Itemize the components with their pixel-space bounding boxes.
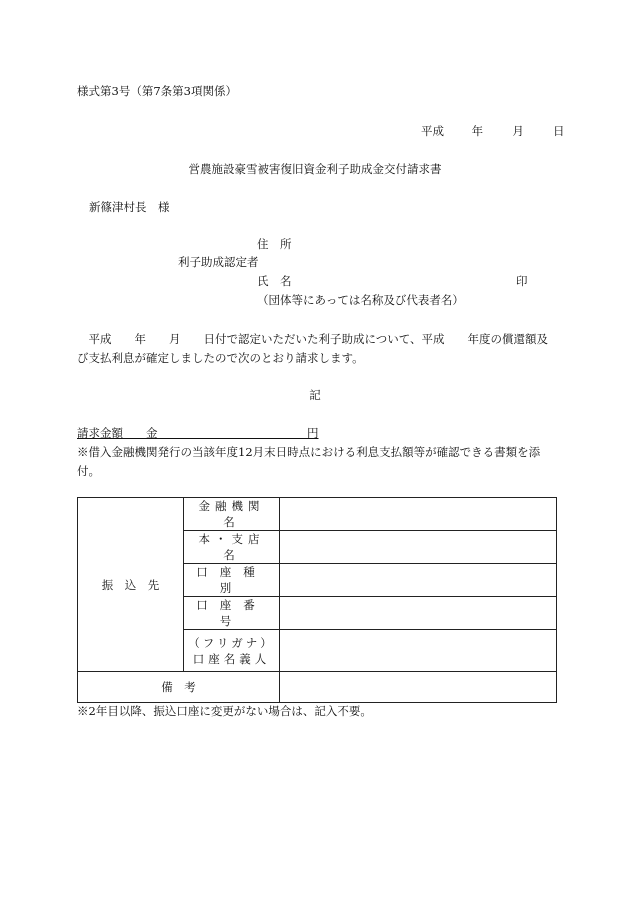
addressee: 新篠津村長 様 — [89, 200, 170, 214]
address-label: 住 所 — [257, 237, 292, 251]
remarks-field[interactable] — [280, 672, 557, 703]
date-year: 年 — [471, 124, 484, 138]
remarks-label — [78, 672, 280, 703]
form-number: 様式第3号（第7条第3項関係） — [77, 84, 237, 98]
request-amount-line: 請求金額 金 円 — [77, 426, 319, 440]
transfer-destination-label — [78, 498, 184, 672]
bank-name-label — [184, 498, 280, 531]
seal-mark: 印 — [516, 274, 528, 288]
account-number-field[interactable] — [280, 597, 557, 630]
name-label: 氏 名 — [257, 274, 292, 288]
branch-name-label-text: 本・支店名 — [198, 532, 265, 562]
account-number-label — [184, 597, 280, 630]
account-holder-field[interactable] — [280, 630, 557, 672]
branch-name-field[interactable] — [280, 531, 557, 564]
date-day: 日 — [552, 124, 565, 138]
attachment-note: ※借入金融機関発行の当該年度12月末日時点における利息支払額等が確認できる書類を添付。 — [77, 445, 541, 478]
date-month: 月 — [512, 124, 524, 138]
transfer-destination-text: 振 込 先 — [101, 577, 160, 592]
request-body-text: 平成 年 月 日付で認定いただいた利子助成について、平成 年度の償還額及び支払利息が確定しましたので次のとおり請求します。 — [77, 332, 549, 365]
account-holder-label — [184, 630, 280, 672]
certified-person-label: 利子助成認定者 — [178, 255, 259, 269]
account-holder-label-text: 口座名義人 — [192, 651, 271, 666]
account-type-label — [184, 564, 280, 597]
account-number-label-text: 口座番号 — [196, 598, 267, 628]
bank-name-label-text: 金融機関名 — [198, 499, 265, 529]
document-title: 営農施設豪雪被害復旧資金利子助成金交付請求書 — [188, 162, 442, 176]
account-change-note: ※2年目以降、振込口座に変更がない場合は、記入不要。 — [77, 704, 372, 718]
bank-name-field[interactable] — [280, 498, 557, 531]
remarks-label-text: 備 考 — [161, 680, 196, 694]
representative-note: （団体等にあっては名称及び代表者名） — [257, 293, 464, 307]
account-type-field[interactable] — [280, 564, 557, 597]
branch-name-label — [184, 531, 280, 564]
bank-transfer-table — [77, 497, 557, 703]
date-era: 平成 — [421, 124, 444, 138]
ki-heading: 記 — [309, 388, 321, 402]
furigana-label: （フリガナ） — [188, 635, 275, 650]
date-line — [421, 123, 564, 139]
account-type-label-text: 口座種別 — [196, 565, 267, 595]
